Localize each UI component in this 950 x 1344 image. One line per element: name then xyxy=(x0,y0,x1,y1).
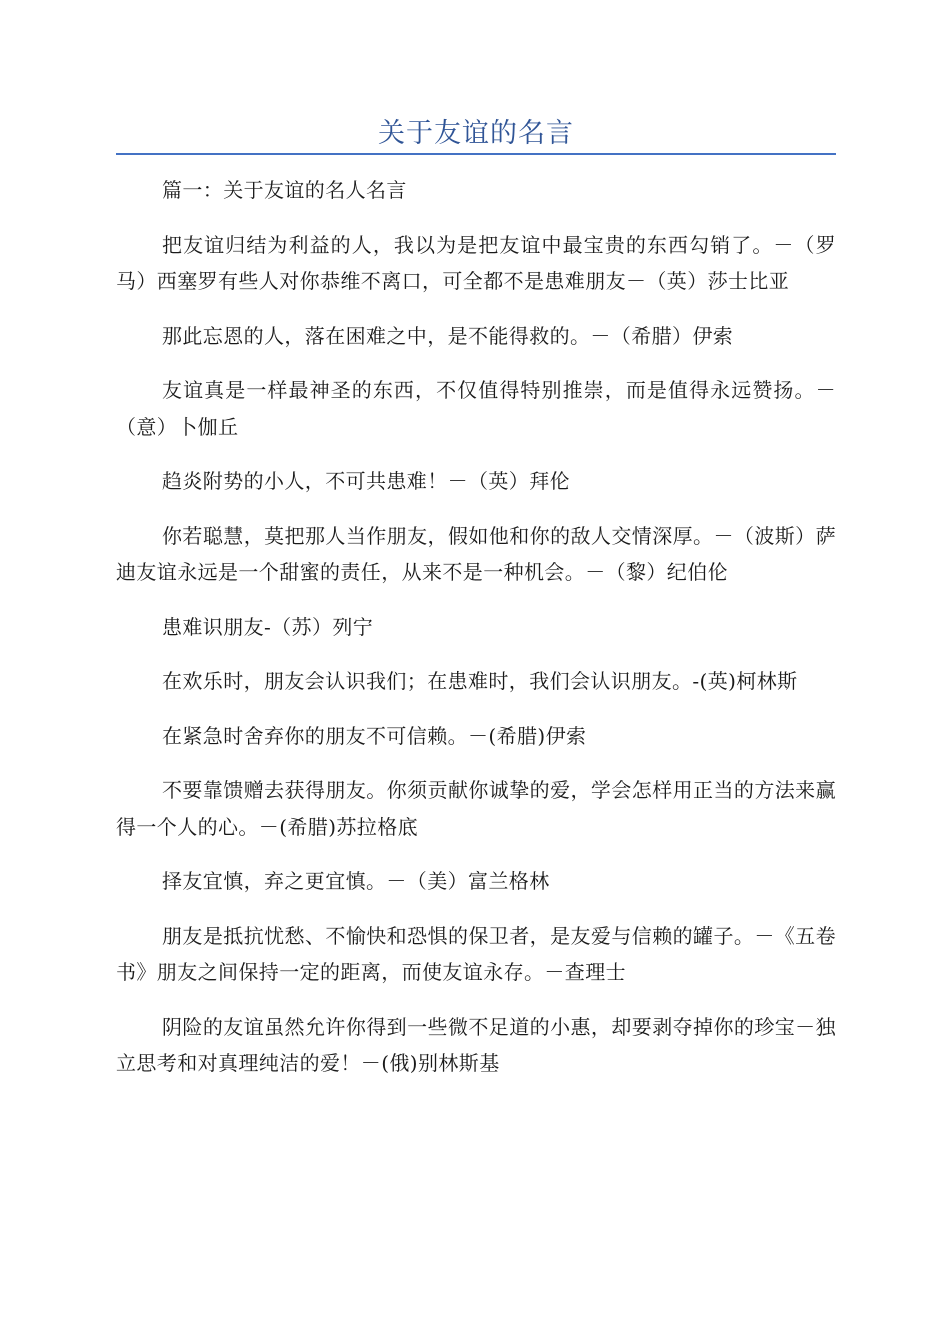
quote-paragraph: 你若聪慧，莫把那人当作朋友，假如他和你的敌人交情深厚。－（波斯）萨迪友谊永远是一个甜蜜的责任，从来不是一种机会。－（黎）纪伯伦 xyxy=(116,523,836,584)
title-underline xyxy=(116,153,836,155)
document-title: 关于友谊的名言 xyxy=(378,118,574,149)
quote-paragraph: 在欢乐时，朋友会认识我们；在患难时，我们会认识朋友。-(英)柯林斯 xyxy=(162,669,798,693)
quote-paragraph: 友谊真是一样最神圣的东西，不仅值得特别推崇，而是值得永远赞扬。－（意）卜伽丘 xyxy=(116,378,836,439)
quote-paragraph: 朋友是抵抗忧愁、不愉快和恐惧的保卫者，是友爱与信赖的罐子。－《五卷书》朋友之间保持一定的距离，而使友谊永存。－查理士 xyxy=(116,923,836,984)
quote-paragraph: 不要靠馈赠去获得朋友。你须贡献你诚挚的爱，学会怎样用正当的方法来赢得一个人的心。－(希腊)苏拉格底 xyxy=(116,778,836,839)
quote-paragraph: 那此忘恩的人，落在困难之中，是不能得救的。－（希腊）伊索 xyxy=(162,323,734,348)
quote-paragraph: 趋炎附势的小人，不可共患难！－（英）拜伦 xyxy=(162,469,570,493)
section-heading: 篇一：关于友谊的名人名言 xyxy=(162,178,407,202)
quote-paragraph: 患难识朋友-（苏）列宁 xyxy=(162,614,374,639)
quote-paragraph: 择友宜慎，弃之更宜慎。－（美）富兰格林 xyxy=(162,869,550,893)
quote-paragraph: 阴险的友谊虽然允许你得到一些微不足道的小惠，却要剥夺掉你的珍宝－独立思考和对真理纯洁的爱！－(俄)别林斯基 xyxy=(116,1014,836,1075)
document-body xyxy=(116,172,836,1100)
quote-paragraph: 在紧急时舍弃你的朋友不可信赖。－(希腊)伊索 xyxy=(162,723,587,748)
quote-paragraph: 把友谊归结为利益的人，我以为是把友谊中最宝贵的东西勾销了。－（罗马）西塞罗有些人对你恭维不离口，可全都不是患难朋友－（英）莎士比亚 xyxy=(116,232,836,293)
